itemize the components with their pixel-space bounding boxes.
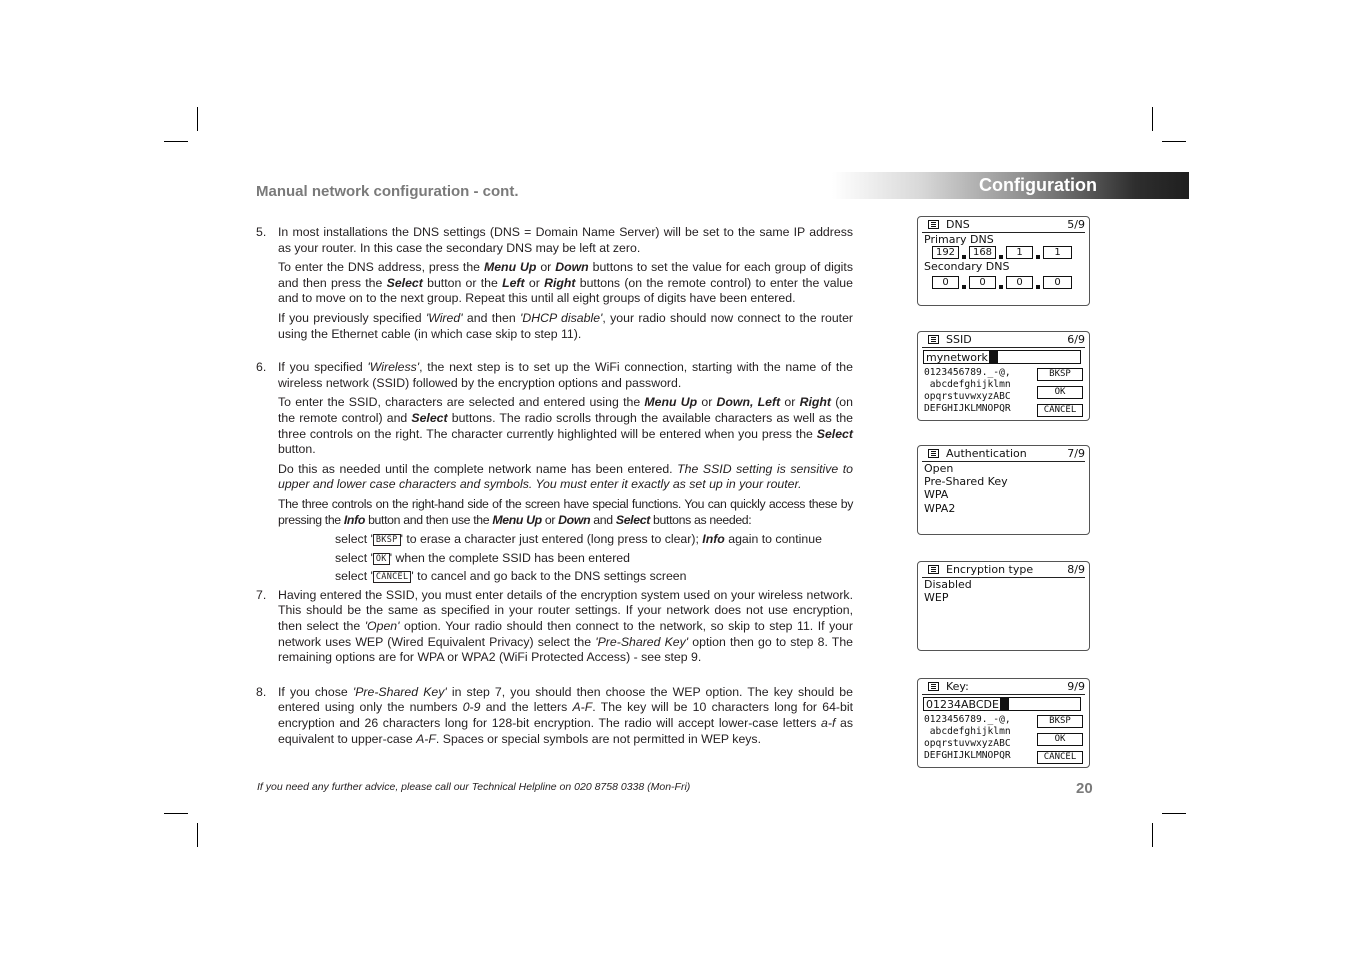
step-number: 5.	[256, 225, 267, 239]
primary-dns-octet: 1	[1006, 246, 1033, 259]
screen-counter: 6/9	[1067, 333, 1085, 346]
ok-key: OK	[373, 553, 390, 565]
secondary-dns-octet: 0	[969, 276, 996, 289]
auth-option: WPA	[924, 488, 949, 501]
step-8	[256, 685, 853, 747]
paragraph: If you specified 'Wireless', the next step is to set up the WiFi connection, starting with the name of the wireless network (SSID) followed by the encryption options and password.	[278, 360, 853, 390]
primary-dns-label: Primary DNS	[924, 233, 994, 246]
crop-mark	[164, 813, 188, 814]
paragraph: Having entered the SSID, you must enter details of the encryption system used on your wireless network. This should be the same as specified in your router settings. If your network does not use encryption, then select the 'Open' option. Your radio should then connect to the network, so skip to step 11. If your network uses WEP (Wired Equivalent Privacy) select the 'Pre-Shared Key' option then go to step 8. The remaining options are for WPA or WPA2 (WiFi Protected Access) - see step 9.	[278, 587, 853, 665]
paragraph: To enter the DNS address, press the Menu Up or Down buttons to set the value for each group of digits and then press the Select button or the Left or Right buttons (on the remote control) to enter the value and to move on to the next group. Repeat this until all eight groups of digits have been entered.	[278, 260, 853, 306]
character-row: DEFGHIJKLMNOPQR	[924, 403, 1011, 414]
step-7	[256, 588, 853, 666]
octet-separator	[962, 255, 966, 259]
menu-icon	[928, 682, 939, 691]
key-screen	[917, 678, 1090, 768]
crop-mark	[1162, 813, 1186, 814]
encryption-option: Disabled	[924, 578, 972, 591]
crop-mark	[1152, 107, 1153, 131]
primary-dns-octet: 192	[932, 246, 959, 259]
octet-separator	[999, 285, 1003, 289]
screen-counter: 5/9	[1067, 218, 1085, 231]
paragraph: To enter the SSID, characters are selected and entered using the Menu Up or Down, Left or Right (on the remote control) and Select buttons. The radio scrolls through the available characters as well as the three controls on the right. The character currently highlighted will be entered when you press the Select button.	[278, 395, 854, 457]
octet-separator	[1036, 255, 1040, 259]
character-row: abcdefghijklmn	[924, 726, 1011, 737]
screen-title: Key:	[946, 680, 969, 693]
auth-option: Pre-Shared Key	[924, 475, 1008, 488]
paragraph: If you previously specified 'Wired' and then 'DHCP disable', your radio should now connect to the router using the Ethernet cable (in which case skip to step 11).	[278, 310, 854, 341]
ok-control: OK	[1037, 386, 1083, 399]
auth-option: WPA2	[924, 502, 956, 515]
ok-control: OK	[1037, 733, 1083, 746]
select-ok-line: select ' OK ' when the complete SSID has been entered	[335, 550, 630, 565]
authentication-screen	[917, 445, 1090, 535]
secondary-dns-octet: 0	[932, 276, 959, 289]
encryption-option: WEP	[924, 591, 949, 604]
step-number: 8.	[256, 684, 267, 699]
auth-option: Open	[924, 462, 954, 475]
section-title: Manual network configuration - cont.	[256, 183, 519, 200]
primary-dns-octet: 1	[1043, 246, 1072, 259]
cancel-key: CANCEL	[373, 571, 412, 583]
screen-header	[922, 447, 1085, 462]
menu-icon	[928, 449, 939, 458]
dns-screen	[917, 216, 1090, 306]
screen-header	[922, 563, 1085, 578]
octet-separator	[962, 285, 966, 289]
step-number: 6.	[256, 360, 267, 375]
chapter-title: Configuration	[979, 175, 1097, 195]
secondary-dns-octet: 0	[1043, 276, 1072, 289]
paragraph: In most installations the DNS settings (DNS = Domain Name Server) will be set to the same IP address as your router. In this case the secondary DNS may be left at zero.	[278, 225, 853, 255]
encryption-type-screen	[917, 561, 1090, 651]
ssid-screen	[917, 331, 1090, 421]
screen-header	[922, 218, 1085, 233]
paragraph: If you chose 'Pre-Shared Key' in step 7, you should then choose the WEP option. The key should be entered using only the numbers 0-9 and the letters A-F. The key will be 10 characters long for 64-bit encryption and 26 characters long for 128-bit encryption. The radio will accept lower-case letters a-f as equivalent to upper-case A-F. Spaces or special symbols are not permitted in WEP keys.	[278, 684, 854, 746]
menu-icon	[928, 565, 939, 574]
instructions	[256, 225, 853, 751]
paragraph: Do this as needed until the complete network name has been entered. The SSID setting is sensitive to upper and lower case characters and symbols. You must enter it exactly as set up in your router.	[278, 461, 854, 492]
screen-counter: 7/9	[1067, 447, 1085, 460]
helpline-footer: If you need any further advice, please call our Technical Helpline on 020 8758 0338 (Mon-Fri)	[257, 781, 691, 793]
crop-mark	[197, 107, 198, 131]
crop-mark	[197, 823, 198, 847]
screen-title: DNS	[946, 218, 970, 231]
menu-icon	[928, 335, 939, 344]
secondary-dns-octet: 0	[1006, 276, 1033, 289]
screen-counter: 9/9	[1067, 680, 1085, 693]
octet-separator	[999, 255, 1003, 259]
secondary-dns-label: Secondary DNS	[924, 260, 1010, 273]
screen-counter: 8/9	[1067, 563, 1085, 576]
screen-title: Encryption type	[946, 563, 1034, 576]
step-6	[256, 360, 853, 585]
screen-header	[922, 680, 1085, 695]
primary-dns-octet: 168	[969, 246, 996, 259]
bksp-key: BKSP	[373, 534, 401, 546]
step-number: 7.	[256, 587, 267, 602]
character-row: 0123456789._-@,	[924, 714, 1011, 725]
paragraph: The three controls on the right-hand side of the screen have special functions. You can quickly access these by pressing the Info button and then use the Menu Up or Down and Select buttons as needed:	[278, 496, 853, 527]
chapter-banner	[832, 172, 1189, 199]
text-cursor	[1000, 698, 1009, 710]
octet-separator	[1036, 285, 1040, 289]
crop-mark	[1152, 823, 1153, 847]
character-row: DEFGHIJKLMNOPQR	[924, 750, 1011, 761]
page-number: 20	[1076, 780, 1093, 797]
select-cancel-line: select ' CANCEL ' to cancel and go back to the DNS settings screen	[335, 569, 687, 584]
screen-header	[922, 333, 1085, 348]
bksp-control: BKSP	[1037, 715, 1083, 728]
select-bksp-line: select ' BKSP ' to erase a character just entered (long press to clear); Info again to continue	[335, 532, 822, 547]
step-5	[256, 225, 853, 342]
crop-mark	[1162, 141, 1186, 142]
screen-title: SSID	[946, 333, 972, 346]
character-row: opqrstuvwxyzABC	[924, 391, 1011, 402]
character-row: opqrstuvwxyzABC	[924, 738, 1011, 749]
screen-title: Authentication	[946, 447, 1027, 460]
cancel-control: CANCEL	[1037, 404, 1083, 417]
crop-mark	[164, 141, 188, 142]
ssid-entry-field: mynetwork	[923, 350, 1081, 364]
character-row: 0123456789._-@,	[924, 367, 1011, 378]
cancel-control: CANCEL	[1037, 751, 1083, 764]
text-cursor	[989, 351, 998, 363]
bksp-control: BKSP	[1037, 368, 1083, 381]
character-row: abcdefghijklmn	[924, 379, 1011, 390]
key-entry-field: 01234ABCDE	[923, 697, 1081, 711]
menu-icon	[928, 220, 939, 229]
